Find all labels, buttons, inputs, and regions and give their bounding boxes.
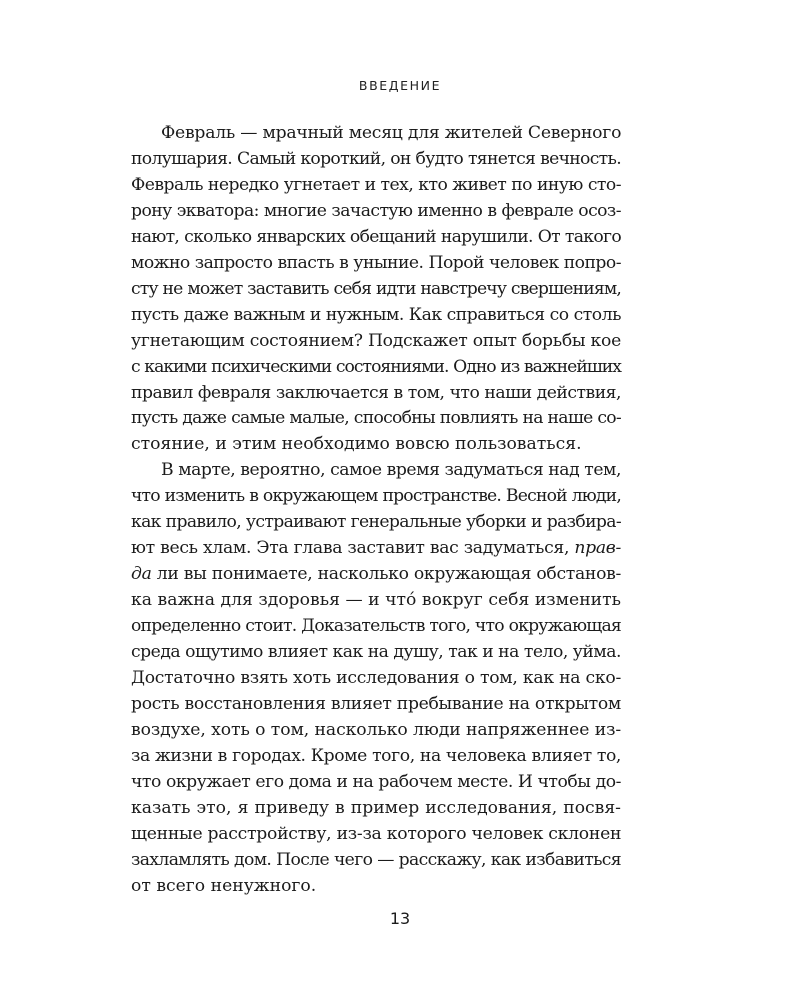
- text-line: от всего ненужного.: [131, 875, 317, 896]
- text-line: [131, 562, 621, 588]
- text-line: нают, сколько январских обещаний нарушили. От такого: [131, 226, 621, 247]
- text-line: Февраль — мрачный месяц для жителей Северного: [161, 123, 622, 143]
- paragraph-march: [131, 458, 621, 899]
- text-line: как правило, устраивают генеральные уборки и разбира-: [131, 512, 621, 533]
- text-line: Февраль нередко угнетает и тех, кто живет по иную сто-: [131, 174, 621, 195]
- text-line: казать это, я приведу в пример исследования, посвя-: [131, 797, 621, 818]
- text-line: [131, 536, 621, 562]
- text-line: сту не может заставить себя идти навстречу свершениям,: [131, 278, 621, 299]
- text-fragment: ли вы понимаете, насколько окружающая обстанов-: [156, 564, 621, 585]
- text-line: за жизни в городах. Кроме того, на человека влияет то,: [131, 745, 621, 766]
- page-number: 13: [389, 909, 411, 928]
- text-line: пусть даже важным и нужным. Как справиться со столь: [131, 304, 621, 325]
- text-line: щенные расстройству, из-за которого человек склонен: [131, 823, 622, 844]
- text-line: полушария. Самый короткий, он будто тянется вечность.: [131, 148, 621, 169]
- text-line: правил февраля заключается в том, что наши действия,: [131, 382, 621, 403]
- paragraph-february: [131, 121, 621, 458]
- text-line: что окружает его дома и на рабочем месте. И чтобы до-: [131, 771, 621, 792]
- text-line: рону экватора: многие зачастую именно в феврале осоз-: [131, 200, 621, 221]
- text-line: ка важна для здоровья — и что́ вокруг себя изменить: [131, 590, 621, 611]
- text-line: пусть даже самые малые, способны повлиять на наше со-: [131, 408, 621, 429]
- text-line: что изменить в окружающем пространстве. Весной люди,: [131, 486, 621, 507]
- italic-word: да: [131, 564, 152, 585]
- text-line: угнетающим состоянием? Подскажет опыт борьбы кое: [131, 330, 621, 351]
- text-line: В марте, вероятно, самое время задуматься над тем,: [161, 460, 621, 481]
- text-line: захламлять дом. После чего — расскажу, как избавиться: [131, 849, 621, 870]
- text-line: воздухе, хоть о том, насколько люди напряженнее из-: [131, 719, 622, 740]
- text-line: определенно стоит. Доказательств того, что окружающая: [131, 616, 621, 637]
- running-head: ВВЕДЕНИЕ: [358, 78, 442, 93]
- italic-word: прав-: [574, 538, 621, 559]
- text-line: Достаточно взять хоть исследования о том, как на ско-: [131, 668, 621, 689]
- text-line: стояние, и этим необходимо вовсю пользоваться.: [131, 434, 582, 455]
- text-line: рость восстановления влияет пребывание на открытом: [131, 693, 621, 714]
- body-text: [131, 121, 621, 900]
- text-line: среда ощутимо влияет как на душу, так и на тело, уйма.: [131, 642, 621, 663]
- text-fragment: ют весь хлам. Эта глава заставит вас задуматься,: [131, 538, 570, 559]
- text-line: можно запросто впасть в уныние. Порой человек попро-: [131, 252, 621, 273]
- text-line: с какими психическими состояниями. Одно из важнейших: [131, 356, 621, 377]
